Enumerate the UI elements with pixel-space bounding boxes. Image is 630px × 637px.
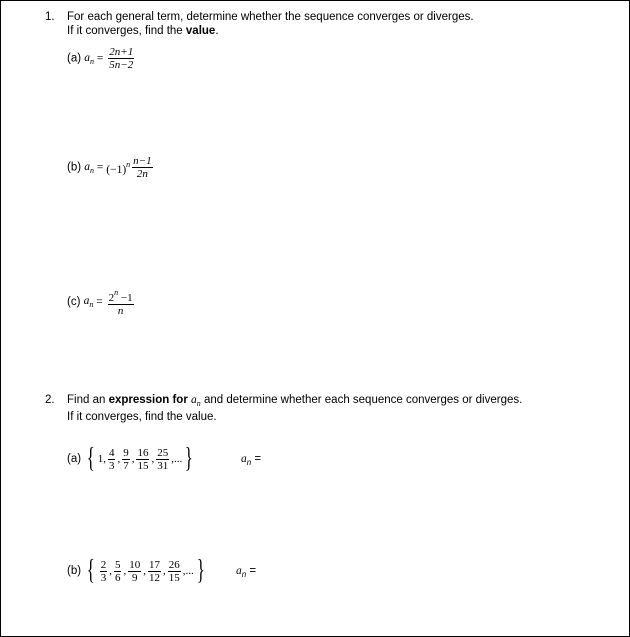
q2b-answer: $a_n$ =	[236, 565, 257, 579]
q2b-label: (b)	[67, 565, 82, 577]
q2-part-b: (b) { $\frac{2}{3}$ , $\frac{5}{6}$ , $\frac{10}{9}$ , $\frac{17}{12}$ , $\frac{26}{15}$ ,...}	[67, 555, 205, 586]
q1b-base: $(-1)^n$	[106, 159, 131, 176]
q1a-label: (a)	[67, 52, 82, 65]
q2b-right-brace: }	[196, 555, 205, 586]
q2a-label: (a)	[67, 453, 82, 465]
q2a-term-3: $\frac{16}{15}$	[137, 446, 149, 472]
q2b-term-1: $\frac{2}{3}$	[100, 558, 107, 584]
q1-part-b: (b) $a_n = (-1)^n$ $\frac{n-1}{2n}$	[67, 155, 152, 180]
q2-var: $a_n$	[191, 394, 201, 408]
q1-instruction-line1: For each general term, determine whether the sequence converges or diverges.	[67, 11, 474, 23]
q2a-right-brace: }	[184, 443, 193, 474]
q1b-label: (b)	[67, 161, 82, 174]
q1b-lhs: $a_n$	[84, 160, 95, 175]
q2b-term-4: $\frac{17}{12}$	[148, 558, 160, 584]
q2-instruction-line2: If it converges, find the value.	[67, 411, 217, 423]
q2a-term-2: $\frac{9}{7}$	[123, 446, 129, 472]
q2b-term-2: $\frac{5}{6}$	[114, 558, 121, 584]
q2b-left-brace: {	[86, 555, 96, 586]
q1a-lhs: $a_n$	[84, 51, 95, 66]
q1-number: 1.	[45, 11, 55, 23]
q2-expression-bold: expression for	[108, 394, 188, 406]
q2a-ellipsis: ,...	[171, 453, 183, 465]
q1-value-bold: value	[185, 25, 216, 37]
q2b-term-3: $\frac{10}{9}$	[129, 558, 141, 584]
q1c-lhs: $a_n$	[83, 295, 94, 309]
q2a-term-4: $\frac{25}{31}$	[157, 446, 169, 472]
q1-instruction-line2: If it converges, find the value.	[67, 25, 219, 37]
q1-part-c: (c) $a_n$ = $\frac{2^n -1}{n}$	[67, 288, 133, 317]
q2b-ellipsis: ,...	[182, 565, 194, 577]
q1a-fraction: $\frac{2n+1}{5n-2}$	[109, 46, 134, 71]
q1-part-a: (a) $a_n$ = $\frac{2n+1}{5n-2}$	[67, 46, 134, 71]
q2a-left-brace: {	[86, 443, 96, 474]
q2-number: 2.	[45, 394, 55, 406]
q1c-label: (c)	[67, 296, 81, 308]
q2-instruction-line1: Find an expression for $a_n$ and determine whether each sequence converges or diverges.	[67, 394, 523, 408]
q1b-fraction: $\frac{n-1}{2n}$	[133, 155, 152, 180]
q2a-answer: $a_n$ =	[241, 453, 262, 467]
q2-part-a: (a) { 1, $\frac{4}{3}$ , $\frac{9}{7}$ , $\frac{16}{15}$ , $\frac{25}{31}$ ,...}	[67, 443, 193, 474]
q1c-fraction: $\frac{2^n -1}{n}$	[108, 288, 133, 317]
q2a-term-1: $\frac{4}{3}$	[108, 446, 115, 472]
q2a-first-term: 1,	[97, 453, 106, 465]
q2b-term-5: $\frac{26}{15}$	[168, 558, 180, 584]
